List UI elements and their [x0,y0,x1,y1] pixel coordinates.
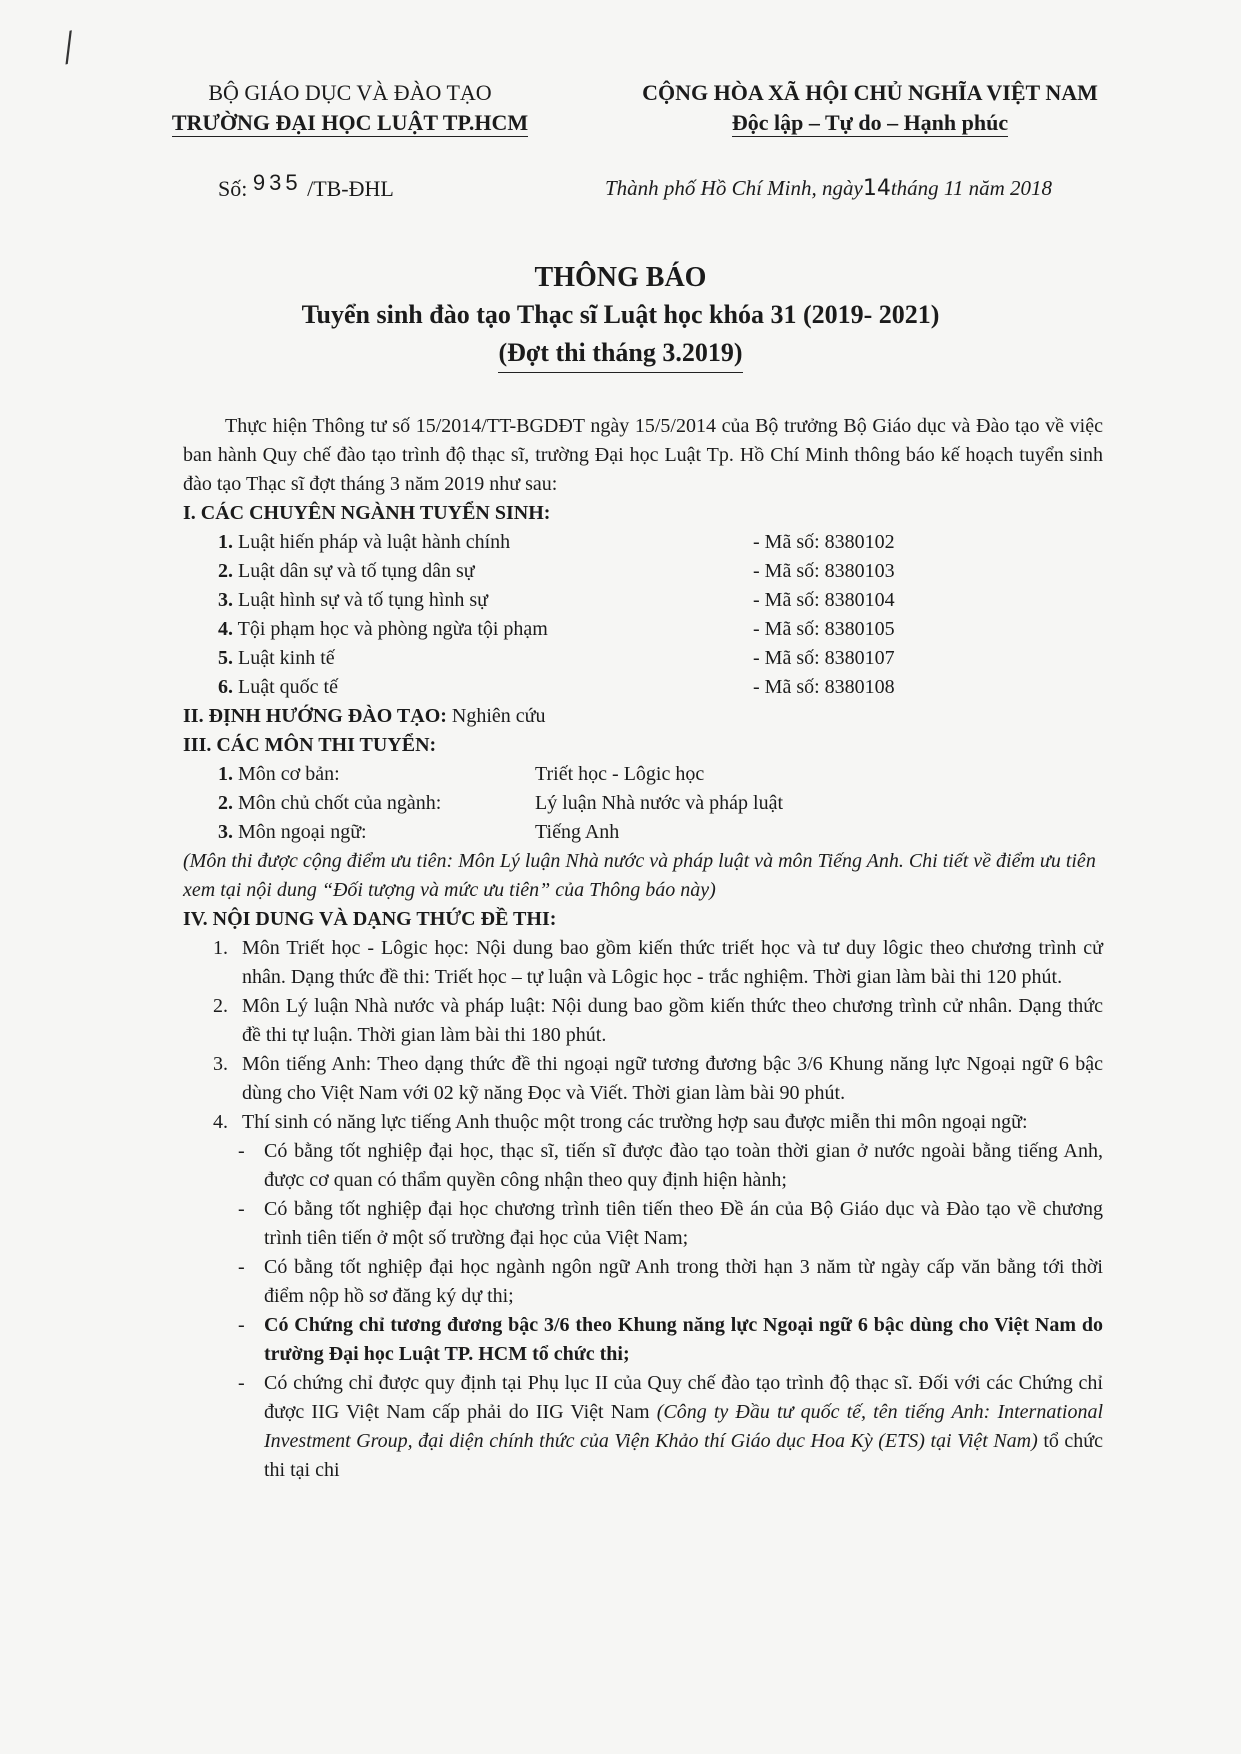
training-orientation: Nghiên cứu [451,705,546,727]
list-item: - Có chứng chỉ được quy định tại Phụ lục II của Quy chế đào tạo trình độ thạc sĩ. Đối với các Chứng chỉ được IIG Việt Nam cấp phải do IIG Việt Nam (Công ty Đầu tư quốc tế, tên tiếng Anh: International Investment Group, đại diện chính thức của Viện Khảo thí Giáo dục Hoa Kỳ (ETS) tại Việt Nam) tổ chức thi tại chi [238,1372,1103,1481]
section-3-heading: III. CÁC MÔN THI TUYỂN: [183,734,437,756]
document-body [183,412,1103,1485]
motto: Độc lập – Tự do – Hạnh phúc [731,110,1009,135]
doc-number-suffix: /TB-ĐHL [307,176,394,201]
doc-number-prefix: Số: [218,176,248,201]
list-item: 2. Môn chủ chốt của ngành: Lý luận Nhà nước và pháp luật [218,792,784,814]
document-number [218,170,394,202]
header-left [150,78,550,138]
list-item: 3. Môn ngoại ngữ: Tiếng Anh [218,821,620,843]
list-item: 2. Môn Lý luận Nhà nước và pháp luật: Nội dung bao gồm kiến thức theo chương trình cử nhân. Dạng thức đề thi tự luận. Thời gian làm bài thi 180 phút. [213,995,1103,1046]
list-item: - Có Chứng chỉ tương đương bậc 3/6 theo Khung năng lực Ngoại ngữ 6 bậc dùng cho Việt Nam do trường Đại học Luật TP. HCM tổ chức thi; [238,1314,1103,1365]
list-item: - Có bằng tốt nghiệp đại học ngành ngôn ngữ Anh trong thời hạn 3 năm từ ngày cấp văn bằng tới thời điểm nộp hồ sơ đăng ký dự thi; [238,1256,1103,1307]
list-item: 1. Môn cơ bản: Triết học - Lôgic học [218,763,705,785]
list-item: 6. Luật quốc tế - Mã số: 8380108 [218,676,895,698]
margin-mark: / [56,20,81,75]
doc-title: THÔNG BÁO [534,262,707,293]
list-item: 1. Luật hiến pháp và luật hành chính - Mã số: 8380102 [218,531,895,553]
date-prefix: Thành phố Hồ Chí Minh, ngày [605,176,863,200]
subjects-list [183,760,1103,847]
list-item: - Có bằng tốt nghiệp đại học, thạc sĩ, tiến sĩ được đào tạo toàn thời gian ở nước ngoài bằng tiếng Anh, được cơ quan có thẩm quyền công nhận theo quy định hiện hành; [238,1140,1103,1191]
section-2-heading: II. ĐỊNH HƯỚNG ĐÀO TẠO: Nghiên cứu [183,705,546,727]
section-1-heading: I. CÁC CHUYÊN NGÀNH TUYỂN SINH: [183,502,551,524]
majors-list [183,528,1103,702]
list-item: 4. Tội phạm học và phòng ngừa tội phạm - Mã số: 8380105 [218,618,895,640]
priority-note: (Môn thi được cộng điểm ưu tiên: Môn Lý luận Nhà nước và pháp luật và môn Tiếng Anh. Chi tiết về điểm ưu tiên xem tại nội dung “Đối tượng và mức ưu tiên” của Thông báo này) [183,850,1096,901]
exam-content-list [183,934,1103,1137]
date-line [605,176,1052,201]
university-name: TRƯỜNG ĐẠI HỌC LUẬT TP.HCM [171,110,529,135]
list-item: 4. Thí sinh có năng lực tiếng Anh thuộc một trong các trường hợp sau được miễn thi môn ngoại ngữ: [213,1111,1028,1133]
doc-subtitle: Tuyển sinh đào tạo Thạc sĩ Luật học khóa 31 (2019- 2021) [301,300,940,329]
exemption-list [183,1137,1103,1485]
doc-exam-round: (Đợt thi tháng 3.2019) [0,338,1241,373]
intro-paragraph: Thực hiện Thông tư số 15/2014/TT-BGDĐT ngày 15/5/2014 của Bộ trưởng Bộ Giáo dục và Đào tạo về việc ban hành Quy chế đào tạo trình độ thạc sĩ, trường Đại học Luật Tp. Hồ Chí Minh thông báo kế hoạch tuyển sinh đào tạo Thạc sĩ đợt tháng 3 năm 2019 như sau: [183,415,1103,495]
ministry-name: BỘ GIÁO DỤC VÀ ĐÀO TẠO [208,80,492,105]
list-item: 2. Luật dân sự và tố tụng dân sự - Mã số: 8380103 [218,560,895,582]
doc-number-handwritten: 935 [252,170,302,195]
list-item: 5. Luật kinh tế - Mã số: 8380107 [218,647,895,669]
date-suffix: tháng 11 năm 2018 [890,176,1053,200]
list-item: 3. Môn tiếng Anh: Theo dạng thức đề thi ngoại ngữ tương đương bậc 3/6 Khung năng lực Ngoại ngữ 6 bậc dùng cho Việt Nam với 02 kỹ năng Đọc và Viết. Thời gian làm bài 90 phút. [213,1053,1103,1104]
section-4-heading: IV. NỘI DUNG VÀ DẠNG THỨC ĐỀ THI: [183,908,557,930]
country-name: CỘNG HÒA XÃ HỘI CHỦ NGHĨA VIỆT NAM [642,80,1098,105]
list-item: 1. Môn Triết học - Lôgic học: Nội dung bao gồm kiến thức triết học và tư duy lôgic theo chương trình cử nhân. Dạng thức đề thi: Triết học – tự luận và Lôgic học - trắc nghiệm. Thời gian làm bài thi 120 phút. [213,937,1103,988]
list-item: - Có bằng tốt nghiệp đại học chương trình tiên tiến theo Đề án của Bộ Giáo dục và Đào tạo về chương trình tiên tiến ở một số trường đại học của Việt Nam; [238,1198,1103,1249]
header-right [600,78,1140,138]
list-item: 3. Luật hình sự và tố tụng hình sự - Mã số: 8380104 [218,589,895,611]
date-day-handwritten: 14 [862,176,891,201]
